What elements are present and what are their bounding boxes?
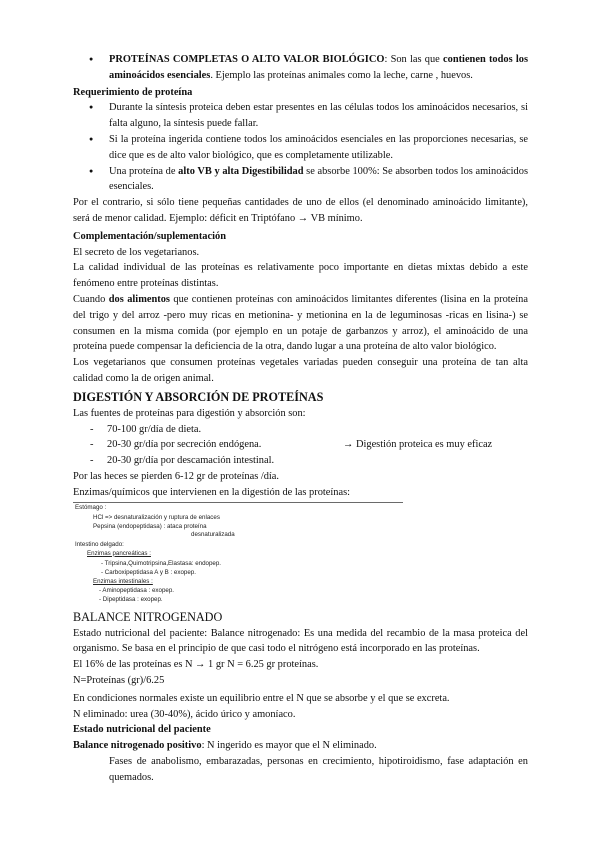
requirement-bullet-1: ● Durante la síntesis proteica deben estar presentes en las células todos los aminoácidos necesarios, si falta alguno, la síntesis puede fallar. [73,100,528,132]
balance-p5: N eliminado: urea (30-40%), ácido úrico y amoníaco. [73,708,296,720]
dash-mark: - [90,423,94,435]
positive-balance [73,738,528,754]
digestion-heading: DIGESTIÓN Y ABSORCIÓN DE PROTEÍNAS [73,389,324,404]
diagram-pancreatic: Enzimas pancreáticas : [87,549,151,557]
complete-proteins-example: . Ejemplo las proteínas animales como la leche, carne , huevos. [210,69,473,81]
digestion-losses: Por las heces se pierden 6-12 gr de proteínas /día. [73,470,280,482]
digestion-item-3 [73,453,528,469]
digestion-item-1 [73,422,528,438]
requirement-paragraph: Por el contrario, si sólo tiene pequeñas cantidades de uno de ellos (el denominado aminoácido limitante), será de menor calidad. Ejemplo: déficit en Triptófano → VB mínimo. [73,197,528,224]
requirement-heading: Requerimiento de proteína [73,86,193,98]
digestion-item-text: 20-30 gr/día por descamación intestinal. [107,455,275,467]
complete-proteins-label: PROTEÍNAS COMPLETAS O ALTO VALOR BIOLÓGICO [109,54,385,65]
balance-p1: Estado nutricional del paciente: Balance nitrogenado: Es una medida del recambio de la masa proteica del organismo. Se basa en el principio de que casi todo el nitrógeno está incorporado en las proteínas. [73,627,528,655]
complementation-p2: La calidad individual de las proteínas es relativamente poco importante en dietas mixtas debido a este fenómeno entre proteínas distintas. [73,262,528,290]
diagram-hcl: HCl => desnaturalización y ruptura de enlaces [93,513,220,521]
balance-heading: BALANCE NITROGENADO [73,609,223,624]
complementation-p3-start: Cuando [73,293,109,305]
digestion-arrow-note: → Digestión proteica es muy eficaz [343,439,493,451]
balance-p4: En condiciones normales existe un equilibrio entre el N que se absorbe y el que se excreta. [73,692,450,704]
diagram-top-rule [73,502,403,503]
requirement-bullet-3 [73,164,528,196]
requirement-b3-bold: alto VB y alta Digestibilidad [178,165,304,177]
dash-mark: - [90,439,94,451]
complementation-p3-rest: que contienen proteínas con aminoácidos limitantes diferentes (lisina en la proteína del trigo y del arroz -pero muy ricas en metionina- y metionina en la de leguminosas -ricas en lisina-) se consumen en la misma comida (por ejemplo en un potaje de garbanzos y arroz), el aminoácido de una proteína puede compensar la deficiencia de la otra, dando lugar a una proteína de alto valor biológico. [73,293,528,353]
diagram-dipep: - Dipeptidasa : exopep. [99,595,163,603]
balance-p2: El 16% de las proteínas es N → 1 gr N = 6.25 gr proteínas. [73,659,319,671]
dash-mark: - [90,455,94,467]
complete-proteins-bullet [73,52,528,84]
digestion-item-text: 70-100 gr/día de dieta. [107,423,202,435]
digestion-item-2 [73,437,528,453]
complementation-p3 [73,292,528,355]
diagram-stomach: Estómago : [75,503,107,511]
complementation-p3-bold: dos alimentos [108,293,170,305]
enzymes-intro: Enzimas/químicos que intervienen en la digestión de las proteínas: [73,486,351,498]
diagram-tripsina: - Tripsina,Quimotripsina,Elastasa: endopep. [101,559,222,567]
complementation-p1: El secreto de los vegetarianos. [73,246,200,258]
positive-balance-label: Balance nitrogenado positivo [73,740,202,752]
requirement-b3-rest: se absorbe 100%: Se absorben todos los aminoácidos esenciales. [109,165,528,193]
diagram-carboxy: - Carboxipeptidasa A y B : exopep. [101,568,196,576]
requirement-bullet-2: ● Si la proteína ingerida contiene todos los aminoácidos esenciales en las proporciones necesarias, se dice que es de alto valor biológico, que es completamente utilizable. [73,132,528,164]
positive-balance-text: : N ingerido es mayor que el N eliminado. [201,740,377,752]
digestion-item-text: 20-30 gr/día por secreción endógena. [107,439,262,451]
enzymes-diagram [73,502,528,606]
diagram-intestinal: Enzimas intestinales : [93,577,153,585]
diagram-amino: - Aminopeptidasa : exopep. [99,586,174,594]
diagram-pepsin: Pepsina (endopeptidasa) : ataca proteína [93,522,207,530]
diagram-denat: desnaturalizada [191,530,235,538]
complementation-p4: Los vegetarianos que consumen proteínas vegetales variadas pueden conseguir una proteína de tan alta calidad como la de origen animal. [73,357,528,384]
document-page [73,52,528,785]
requirement-b3-text: Una proteína de [109,165,179,177]
digestion-intro: Las fuentes de proteínas para digestión y absorción son: [73,407,306,419]
anabolism-phases: Fases de anabolismo, embarazadas, personas en crecimiento, hipotiroidismo, fase adaptación en quemados. [109,755,528,783]
complete-proteins-text: : Son las que [384,54,444,65]
complete-proteins-bold: contienen todos los aminoácidos esenciales [109,54,529,81]
complementation-heading: Complementación/suplementación [73,230,226,242]
diagram-intestine: Intestino delgado: [75,540,124,548]
balance-p3: N=Proteínas (gr)/6.25 [73,674,165,686]
state-heading: Estado nutricional del paciente [73,724,211,736]
